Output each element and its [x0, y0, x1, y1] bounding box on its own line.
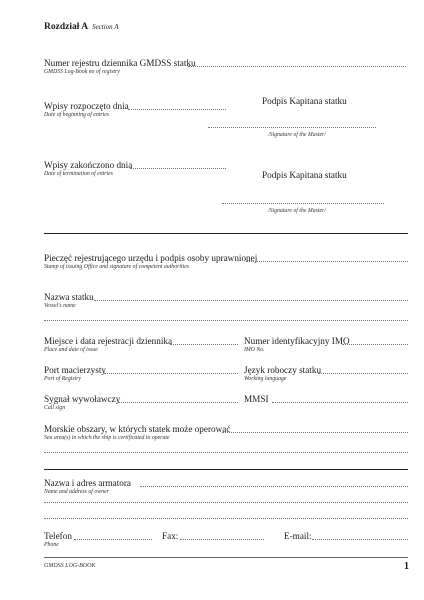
port-field[interactable] [104, 373, 238, 374]
master-signature-2-field[interactable] [222, 203, 384, 204]
fax-label: Fax: [162, 531, 179, 541]
email-label: E-mail: [284, 531, 312, 541]
phone-sublabel: Phone [44, 542, 59, 548]
section-title-pl: Rozdział A [44, 22, 89, 32]
phone-field[interactable] [74, 539, 152, 540]
master-signature-2-sublabel: /Signature of the Master/ [268, 208, 326, 214]
master-signature-1-field[interactable] [208, 127, 376, 128]
port-label: Port macierzysty [44, 365, 106, 375]
imo-label: Numer identyfikacyjny IMO [244, 336, 350, 346]
entries-begin-label: Wpisy rozpoczęto dnia [44, 101, 129, 111]
section-divider-2 [44, 469, 408, 470]
call-sign-sublabel: Call sign [44, 405, 66, 411]
sea-areas-label: Morskie obszary, w których statek może operować [44, 424, 231, 434]
port-sublabel: Port of Registry [44, 376, 82, 382]
entries-end-label: Wpisy zakończono dnia [44, 160, 133, 170]
registry-no-label: Numer rejestru dziennika GMDSS statku [44, 58, 196, 68]
mmsi-label: MMSI [244, 394, 269, 404]
email-field[interactable] [312, 539, 408, 540]
stamp-sublabel: Stamp of issuing Office and signature of competent authorities [44, 264, 190, 270]
call-sign-label: Sygnał wywoławczy [44, 394, 121, 404]
mmsi-field[interactable] [272, 402, 408, 403]
stamp-label: Pieczęć rejestrującego urzędu i podpis osoby uprawnionej [44, 253, 258, 263]
entries-begin-sublabel: Date of beginning of entries [44, 112, 110, 118]
entries-end-sublabel: Date of termination of entries [44, 171, 113, 177]
entries-end-field[interactable] [130, 168, 226, 169]
owner-field-line-2[interactable] [44, 502, 408, 503]
owner-label: Nazwa i adres armatora [44, 478, 131, 488]
place-date-sublabel: Place and date of issue [44, 347, 98, 353]
fax-field[interactable] [180, 539, 264, 540]
stamp-field[interactable] [246, 261, 408, 262]
master-signature-1-sublabel: /Signature of the Master/ [268, 132, 326, 138]
place-date-field[interactable] [170, 344, 238, 345]
master-signature-2-label: Podpis Kapitana statku [262, 170, 347, 180]
registry-no-sublabel: GMDSS Log-Book no of registry [44, 69, 120, 75]
sea-areas-field[interactable] [222, 432, 408, 433]
footer-book-name: GMDSS LOG-BOOK [44, 563, 96, 569]
page-number: 1 [404, 561, 409, 572]
entries-begin-field[interactable] [128, 109, 226, 110]
place-date-label: Miejsce i data rejestracji dziennika [44, 336, 173, 346]
ship-name-label: Nazwa statku [44, 292, 94, 302]
owner-sublabel: Name and address of owner [44, 489, 109, 495]
owner-field-line-3[interactable] [44, 518, 408, 519]
section-divider-1 [44, 233, 408, 234]
section-title [44, 22, 119, 32]
registry-no-field[interactable] [188, 66, 406, 67]
call-sign-field[interactable] [118, 402, 238, 403]
language-field[interactable] [318, 373, 408, 374]
footer-divider [44, 557, 408, 558]
language-sublabel: Working language [244, 376, 287, 382]
section-title-en: Section A [92, 23, 119, 31]
master-signature-1-label: Podpis Kapitana statku [262, 96, 347, 106]
ship-name-sublabel: Vessel's name [44, 303, 76, 309]
sea-areas-sublabel: Sea area(s) in which the ship is certificated to operate [44, 435, 170, 441]
ship-name-field-line-2[interactable] [44, 320, 408, 321]
imo-field[interactable] [342, 344, 408, 345]
sea-areas-field-line-2[interactable] [44, 452, 408, 453]
ship-name-field[interactable] [94, 300, 408, 301]
phone-label: Telefon [44, 531, 72, 541]
imo-sublabel: IMO No. [244, 347, 265, 353]
owner-field[interactable] [140, 486, 408, 487]
language-label: Język roboczy statku [244, 365, 322, 375]
